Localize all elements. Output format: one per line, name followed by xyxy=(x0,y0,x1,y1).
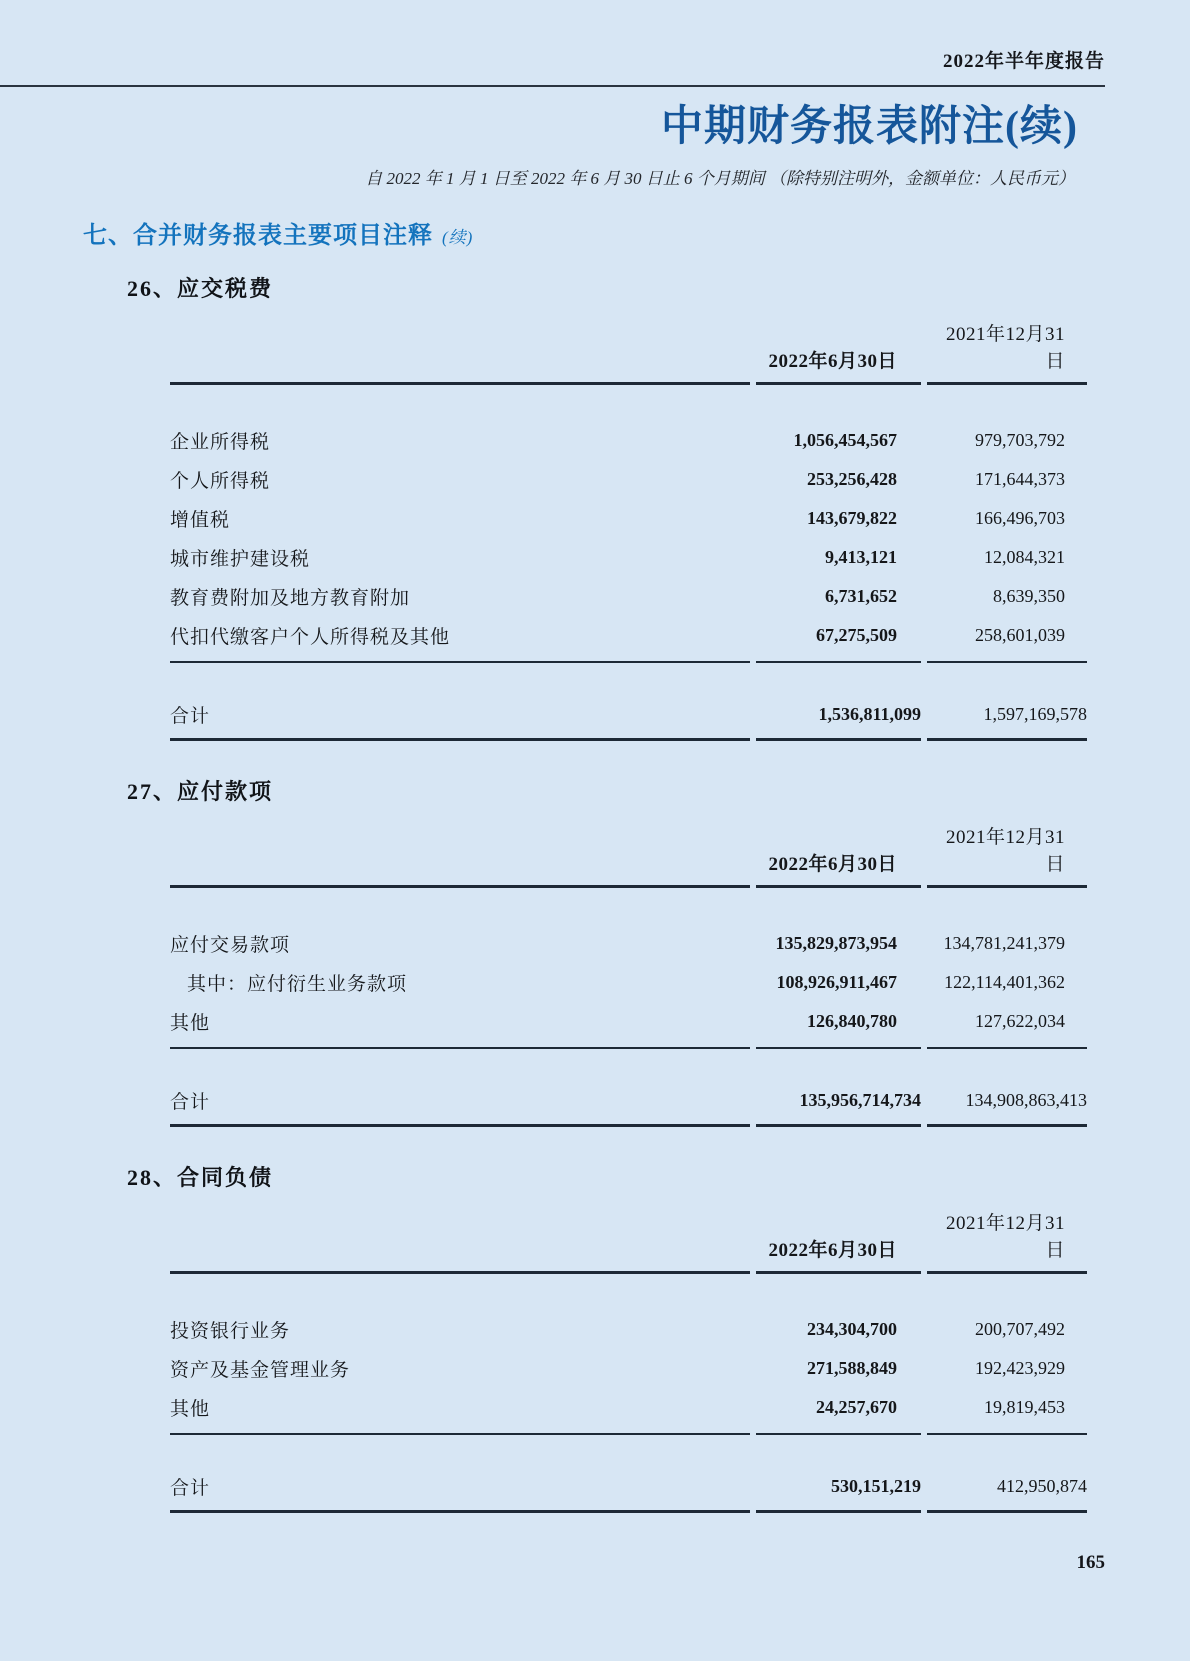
page-title: 中期财务报表附注(续) xyxy=(661,104,1078,150)
row-value-2021-12-31: 200,707,492 xyxy=(975,1318,1065,1339)
column-header-empty xyxy=(170,317,750,385)
row-label: 增值税 xyxy=(170,509,231,531)
row-label: 其他 xyxy=(170,1388,750,1435)
row-value-2022-06-30: 67,275,509 xyxy=(756,616,921,663)
row-label: 城市维护建设税 xyxy=(170,548,311,570)
row-value-2021-12-31: 127,622,034 xyxy=(927,1002,1087,1049)
spacer-row xyxy=(170,663,1087,693)
row-value-2021-12-31: 171,644,373 xyxy=(975,468,1065,489)
row-value-2022-06-30: 234,304,700 xyxy=(807,1318,897,1339)
total-label: 合计 xyxy=(170,1079,750,1127)
header-rule xyxy=(0,85,1105,87)
row-value-2021-12-31: 258,601,039 xyxy=(927,616,1087,663)
table-row xyxy=(170,460,1087,499)
row-label: 代扣代缴客户个人所得税及其他 xyxy=(170,616,750,663)
row-label: 应付交易款项 xyxy=(170,934,291,956)
row-label: 其他 xyxy=(170,1002,750,1049)
row-value-2021-12-31: 19,819,453 xyxy=(927,1388,1087,1435)
row-value-2022-06-30: 143,679,822 xyxy=(807,507,897,528)
row-value-2021-12-31: 134,781,241,379 xyxy=(943,932,1065,953)
table-row xyxy=(170,1002,1087,1049)
total-label: 合计 xyxy=(170,1465,750,1513)
total-row xyxy=(170,693,1087,741)
row-label: 教育费附加及地方教育附加 xyxy=(170,587,411,609)
subsection-title-26: 26、应交税费 xyxy=(127,275,274,301)
financial-table-26 xyxy=(164,317,1093,741)
column-header-empty xyxy=(170,820,750,888)
column-header-2021-12-31: 2021年12月31日 xyxy=(927,317,1087,385)
row-value-2022-06-30: 126,840,780 xyxy=(756,1002,921,1049)
total-value-2021-12-31: 134,908,863,413 xyxy=(927,1079,1087,1127)
report-page xyxy=(0,46,1190,1661)
spacer-row xyxy=(170,1049,1087,1079)
total-row xyxy=(170,1079,1087,1127)
table-header-row xyxy=(170,1206,1087,1274)
total-value-2021-12-31: 1,597,169,578 xyxy=(927,693,1087,741)
column-header-2022-06-30: 2022年6月30日 xyxy=(756,317,921,385)
total-value-2021-12-31: 412,950,874 xyxy=(927,1465,1087,1513)
row-value-2021-12-31: 12,084,321 xyxy=(984,546,1065,567)
row-value-2021-12-31: 979,703,792 xyxy=(975,429,1065,450)
column-header-2022-06-30: 2022年6月30日 xyxy=(756,820,921,888)
section-heading-text: 七、合并财务报表主要项目注释 xyxy=(83,222,433,249)
row-label: 资产及基金管理业务 xyxy=(170,1359,351,1381)
section-heading-note: (续) xyxy=(442,227,474,247)
table-row xyxy=(170,538,1087,577)
report-label: 2022年半年度报告 xyxy=(942,51,1105,72)
row-value-2022-06-30: 1,056,454,567 xyxy=(793,429,897,450)
spacer-row xyxy=(170,385,1087,421)
page-number: 165 xyxy=(1076,1552,1105,1573)
table-row xyxy=(170,1349,1087,1388)
row-value-2022-06-30: 108,926,911,467 xyxy=(776,971,897,992)
row-value-2022-06-30: 135,829,873,954 xyxy=(775,932,897,953)
row-value-2021-12-31: 166,496,703 xyxy=(975,507,1065,528)
total-value-2022-06-30: 1,536,811,099 xyxy=(756,693,921,741)
row-value-2022-06-30: 24,257,670 xyxy=(756,1388,921,1435)
financial-table-28 xyxy=(164,1206,1093,1513)
total-value-2022-06-30: 135,956,714,734 xyxy=(756,1079,921,1127)
table-row xyxy=(170,577,1087,616)
subsection-title-27: 27、应付款项 xyxy=(127,778,274,804)
table-header-row xyxy=(170,317,1087,385)
row-label: 其中：应付衍生业务款项 xyxy=(187,973,408,995)
spacer-row xyxy=(170,1274,1087,1310)
column-header-empty xyxy=(170,1206,750,1274)
row-label: 投资银行业务 xyxy=(170,1320,291,1342)
column-header-2022-06-30: 2022年6月30日 xyxy=(756,1206,921,1274)
table-row xyxy=(170,499,1087,538)
row-value-2022-06-30: 6,731,652 xyxy=(825,585,897,606)
table-row xyxy=(170,1310,1087,1349)
column-header-2021-12-31: 2021年12月31日 xyxy=(927,1206,1087,1274)
table-row xyxy=(170,963,1087,1002)
page-subtitle: 自 2022 年 1 月 1 日至 2022 年 6 月 30 日止 6 个月期间 （除特别注明外，金额单位：人民币元） xyxy=(365,168,1075,188)
row-value-2022-06-30: 253,256,428 xyxy=(807,468,897,489)
column-header-2021-12-31: 2021年12月31日 xyxy=(927,820,1087,888)
row-value-2022-06-30: 9,413,121 xyxy=(825,546,897,567)
subsection-title-28: 28、合同负债 xyxy=(127,1164,274,1190)
table-row xyxy=(170,421,1087,460)
row-value-2022-06-30: 271,588,849 xyxy=(807,1357,897,1378)
row-label: 企业所得税 xyxy=(170,431,271,453)
spacer-row xyxy=(170,888,1087,924)
total-row xyxy=(170,1465,1087,1513)
spacer-row xyxy=(170,1435,1087,1465)
table-row xyxy=(170,924,1087,963)
financial-table-27 xyxy=(164,820,1093,1127)
total-label: 合计 xyxy=(170,693,750,741)
row-value-2021-12-31: 192,423,929 xyxy=(975,1357,1065,1378)
table-header-row xyxy=(170,820,1087,888)
table-row xyxy=(170,616,1087,663)
row-value-2021-12-31: 122,114,401,362 xyxy=(944,971,1065,992)
row-label: 个人所得税 xyxy=(170,470,271,492)
table-row xyxy=(170,1388,1087,1435)
row-value-2021-12-31: 8,639,350 xyxy=(993,585,1065,606)
section-heading xyxy=(83,215,1190,250)
total-value-2022-06-30: 530,151,219 xyxy=(756,1465,921,1513)
